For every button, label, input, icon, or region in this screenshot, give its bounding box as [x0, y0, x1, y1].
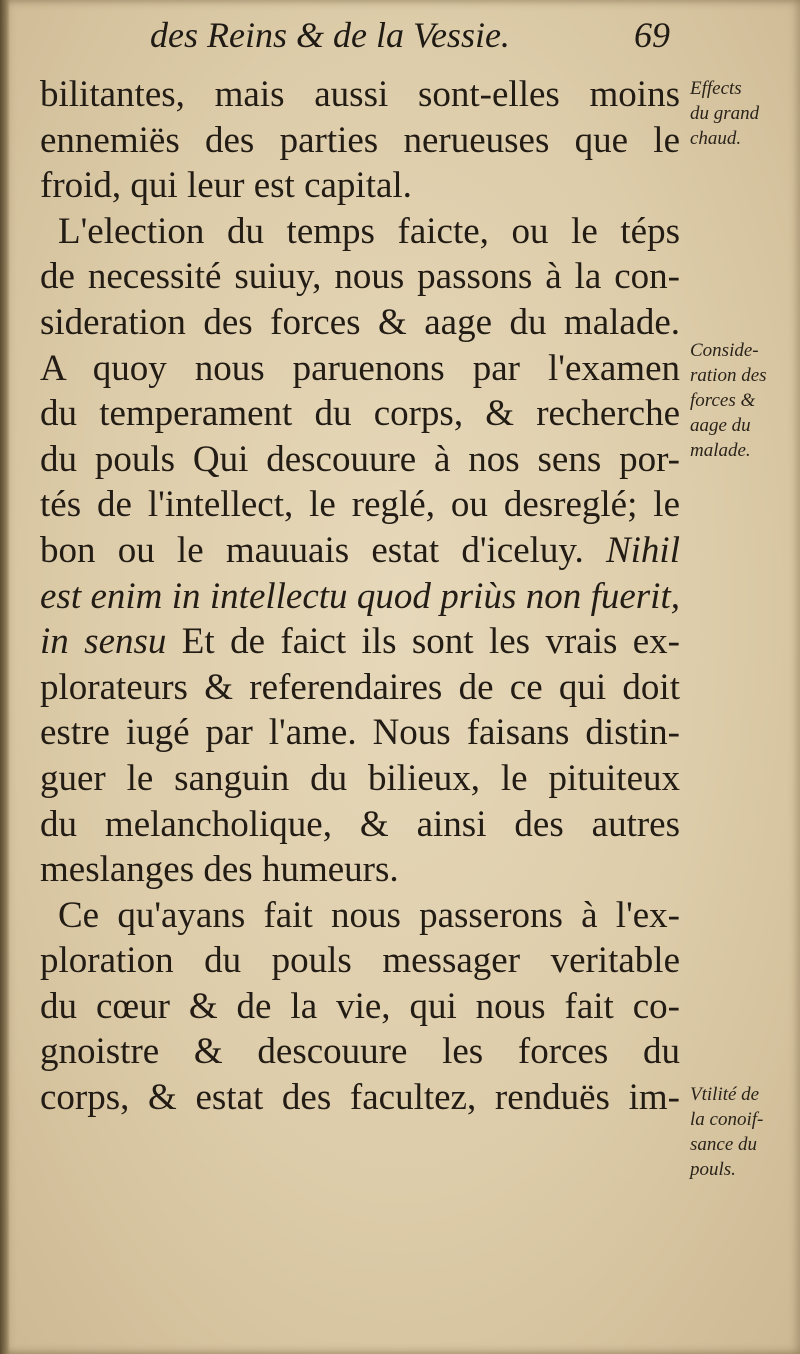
text-line: L'election du temps faicte, ou le téps: [58, 210, 680, 252]
margin-note-line: malade.: [690, 440, 751, 461]
margin-note-line: du grand: [690, 103, 760, 124]
margin-note-consideration: [690, 338, 798, 463]
latin-quote-line: est enim in intellectu quod priùs non fuerit,: [40, 575, 680, 617]
margin-note-line: forces &: [690, 390, 756, 411]
latin-quote-end: in sensu: [40, 621, 167, 663]
text-line: meslanges des humeurs.: [40, 849, 399, 891]
text-line: du cœur & de la vie, qui nous fait co-: [40, 985, 680, 1027]
body-text: [40, 72, 680, 1121]
margin-note-line: ration des: [690, 365, 767, 386]
text-line: in sensu Et de faict ils sont les vrais ex-: [40, 621, 681, 663]
text-line: corps, & estat des facultez, renduës im-: [40, 1077, 680, 1119]
text-line: Ce qu'ayans fait nous passerons à l'ex-: [58, 894, 680, 936]
margin-note-line: sance du: [690, 1134, 758, 1155]
text-line: du pouls Qui descouure à nos sens por-: [40, 438, 680, 480]
text-line: ennemiës des parties nerueuses que le: [40, 119, 680, 161]
margin-note-line: Vtilité de: [690, 1084, 760, 1105]
text-line: tés de l'intellect, le reglé, ou desreglé; le: [40, 484, 680, 526]
text-line: du temperament du corps, & recherche: [40, 393, 680, 435]
page-header: [150, 14, 670, 64]
margin-note-line: Effects: [690, 78, 742, 99]
page-binding-shadow: [0, 0, 10, 1354]
text-line: froid, qui leur est capital.: [40, 165, 412, 207]
margin-note-line: pouls.: [690, 1159, 736, 1180]
page-number: 69: [634, 15, 670, 55]
text-line: bilitantes, mais aussi sont-elles moins: [40, 74, 680, 115]
text-line: de necessité suiuy, nous passons à la con-: [40, 256, 680, 298]
margin-note-line: chaud.: [690, 128, 742, 149]
text-line: gnoistre & descouure les forces du: [40, 1031, 680, 1073]
text-line: ploration du pouls messager veritable: [40, 940, 680, 982]
latin-quote-start: Nihil: [605, 529, 680, 571]
margin-note-utility: [690, 1082, 798, 1182]
margin-note-effects: [690, 76, 798, 151]
text-line: bon ou le mauuais estat d'iceluy. Nihil: [40, 529, 680, 571]
text-line: du melancholique, & ainsi des autres: [40, 803, 680, 845]
margin-note-line: la conoif-: [690, 1109, 764, 1130]
text-line: sideration des forces & aage du malade.: [40, 301, 680, 343]
margin-note-line: Conside-: [690, 340, 759, 361]
text-line: guer le sanguin du bilieux, le pituiteux: [40, 757, 680, 799]
text-line: A quoy nous paruenons par l'examen: [40, 347, 680, 389]
running-head: des Reins & de la Vessie.: [150, 15, 510, 55]
margin-note-line: aage du: [690, 415, 751, 436]
text-line: plorateurs & referendaires de ce qui doit: [40, 666, 680, 708]
text-line: estre iugé par l'ame. Nous faisans distin-: [40, 712, 680, 754]
